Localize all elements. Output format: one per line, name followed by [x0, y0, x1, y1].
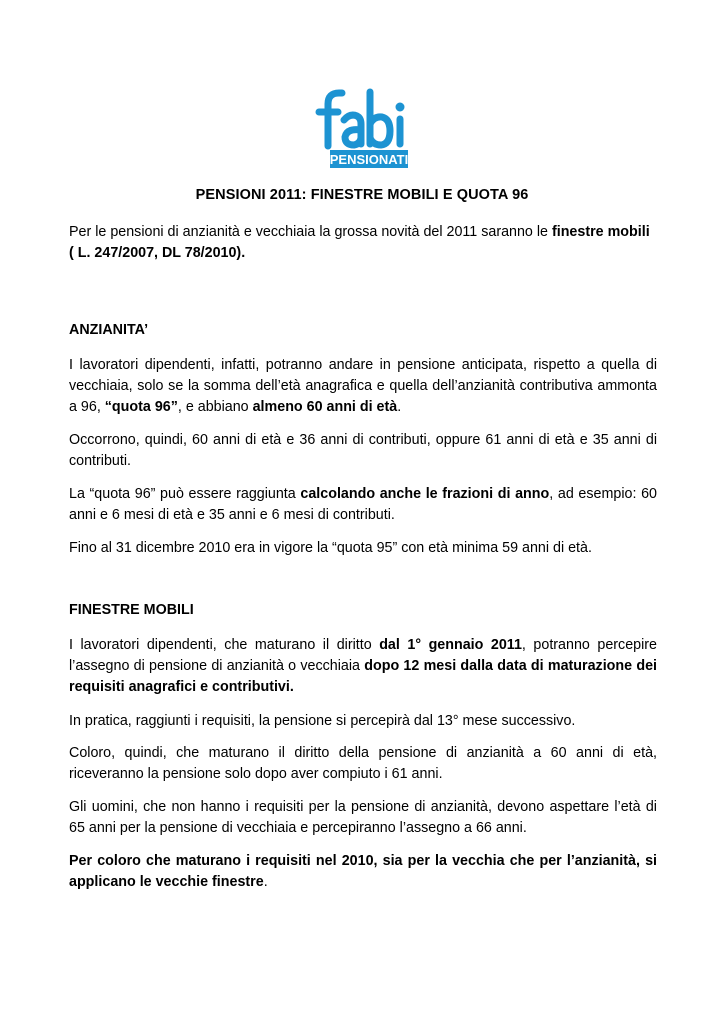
text-span: , potranno percepire l’assegno di pensione di anzianità o vecchiaia — [69, 637, 657, 674]
text-span: . — [397, 399, 402, 415]
text-paragraph: Occorrono, quindi, 60 anni di età e 36 anni di contributi, oppure 61 anni di età e 35 anni di contributi. — [69, 432, 657, 469]
text-paragraph: Coloro, quindi, che maturano il diritto della pensione di anzianità a 60 anni di età, riceveranno la pensione solo dopo aver compiuto i 61 anni. — [69, 745, 657, 782]
bold-span: almeno 60 anni di età — [252, 399, 398, 415]
intro-bold-text: finestre mobili ( L. 247/2007, DL 78/2010). — [69, 224, 650, 261]
text-paragraph: Fino al 31 dicembre 2010 era in vigore la “quota 95” con età minima 59 anni di età. — [69, 540, 592, 556]
bold-span: Per coloro che maturano i requisiti nel 2010, sia per la vecchia che per l’anzianità, si applicano le vecchie finestre — [69, 853, 657, 890]
text-span: , e abbiano — [177, 399, 253, 415]
section-heading-anzianita: ANZIANITA’ — [69, 322, 149, 338]
anzianita-paragraph-4 — [69, 538, 657, 559]
intro-text: Per le pensioni di anzianità e vecchiaia la grossa novità del 2011 saranno le — [69, 224, 552, 240]
text-paragraph: Gli uomini, che non hanno i requisiti per la pensione di anzianità, devono aspettare l’età di 65 anni per la pensione di vecchiaia e percepiranno l’assegno a 66 anni. — [69, 799, 657, 836]
text-span: , ad esempio: 60 anni e 6 mesi di età e 35 anni e 6 mesi di contributi. — [69, 486, 657, 523]
logo-subtitle-text: PENSIONATI — [329, 152, 408, 167]
finestre-paragraph-1 — [69, 635, 657, 698]
text-span: I lavoratori dipendenti, infatti, potranno andare in pensione anticipata, rispetto a quella di vecchiaia, solo se la somma dell’età anagrafica e quella dell’anzianità contributiva ammonta a 96, — [69, 357, 657, 415]
text-span: La “quota 96” può essere raggiunta — [69, 486, 301, 502]
anzianita-paragraph-3 — [69, 484, 657, 526]
bold-span: dal 1° gennaio 2011 — [379, 637, 522, 653]
bold-span: dopo 12 mesi dalla data di maturazione dei requisiti anagrafici e contributivi. — [69, 658, 657, 695]
text-paragraph: In pratica, raggiunti i requisiti, la pensione si percepirà dal 13° mese successivo. — [69, 713, 576, 729]
intro-paragraph — [69, 222, 657, 264]
finestre-paragraph-4 — [69, 797, 657, 839]
finestre-paragraph-2 — [69, 711, 657, 732]
finestre-paragraph-3 — [69, 743, 657, 785]
section-heading-finestre-mobili: FINESTRE MOBILI — [69, 602, 194, 618]
text-span: I lavoratori dipendenti, che maturano il diritto — [69, 637, 380, 653]
finestre-paragraph-5 — [69, 851, 657, 893]
anzianita-paragraph-2 — [69, 430, 657, 472]
bold-span: calcolando anche le frazioni di anno — [300, 486, 550, 502]
fabi-pensionati-logo — [314, 82, 408, 170]
document-title: PENSIONI 2011: FINESTRE MOBILI E QUOTA 96 — [195, 187, 529, 203]
text-span: . — [263, 874, 268, 890]
bold-span: “quota 96” — [104, 399, 178, 415]
anzianita-paragraph-1 — [69, 355, 657, 418]
